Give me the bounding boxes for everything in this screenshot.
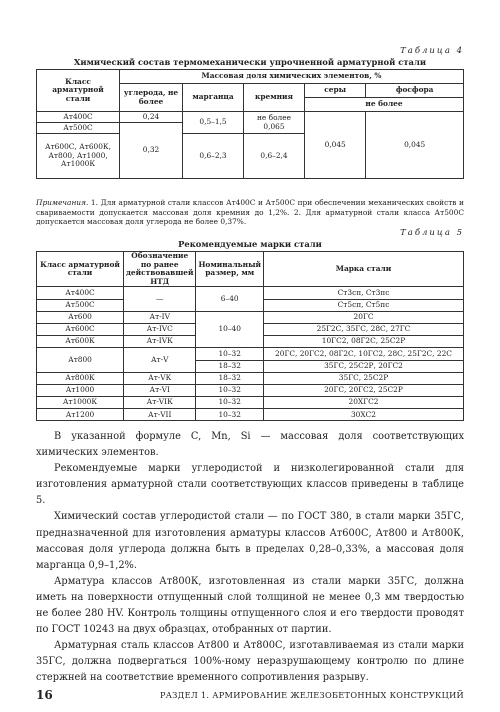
cell-class: Ат600С, Ат600К, Ат800, Ат1000, Ат1000К	[37, 134, 120, 179]
cell-grade: Ст5сп, Ст5пс	[263, 299, 463, 311]
cell-size: 10–32	[196, 409, 264, 421]
table5-label: Таблица 5	[400, 228, 464, 238]
cell-old: Ат-VIК	[124, 397, 196, 409]
cell-manganese: 0,6–2,3	[183, 134, 244, 179]
cell-size: 18–32	[196, 372, 264, 384]
cell-manganese: 0,5–1,5	[183, 112, 244, 134]
page-number: 16	[36, 688, 53, 702]
paragraph: Рекомендуемые марки углеродистой и низколегированной стали для изготовления арматурной стали соответствующих классов приведены в таблице 5.	[36, 463, 464, 507]
header-nominal-size: Номинальный размер, мм	[196, 252, 264, 287]
cell-size: 10–32	[196, 384, 264, 396]
paragraph: Арматура классов Ат800К, изготовленная из стали марки 35ГС, должна иметь на поверхности отпущенный слой толщиной не менее 0,3 мм твердостью не более 280 HV. Контроль толщины отпущенного слоя и его твердости проводят по ГОСТ 10243 на двух образцах, отобранных от партии.	[36, 575, 464, 636]
cell-silicon: не более 0,065	[244, 112, 305, 134]
header-old-designation: Обозначение по ранее действовавшей НТД	[124, 252, 196, 287]
cell-grade: 30ХС2	[263, 409, 463, 421]
cell-old: Ат-IVК	[124, 336, 196, 348]
cell-phosphorus: 0,045	[366, 112, 464, 179]
table-row	[37, 348, 464, 360]
header-carbon: углерода, не более	[120, 84, 183, 112]
table5	[36, 251, 464, 421]
table4-note	[36, 198, 464, 227]
header-sulfur: серы	[305, 84, 366, 98]
cell-old: Ат-VII	[124, 409, 196, 421]
cell-grade: 35ГС, 25С2Р	[263, 372, 463, 384]
cell-class: Ат1000К	[37, 397, 124, 409]
page-footer	[36, 688, 464, 702]
cell-class: Ат800	[37, 348, 124, 372]
cell-old: Ат-IV	[124, 311, 196, 323]
cell-class: Ат500С	[37, 299, 124, 311]
header-class: Класс арматурной стали	[37, 70, 120, 112]
note-text: . 1. Для арматурной стали классов Ат400С и Ат500С при обеспечении механических свойств и свариваемости допускается массовая доля кремния до 1,2%. 2. Для арматурной стали класса Ат500С допускается массовая доля углерода не более 0,37%.	[36, 198, 464, 226]
cell-class: Ат400С	[37, 287, 124, 299]
cell-grade: 10ГС2, 08Г2С, 25С2Р	[263, 336, 463, 348]
table5-title: Рекомендуемые марки стали	[178, 239, 322, 249]
header-phosphorus: фосфора	[366, 84, 464, 98]
body-text	[36, 429, 464, 687]
cell-class: Ат800К	[37, 372, 124, 384]
cell-class: Ат400С	[37, 112, 120, 123]
table-row	[37, 409, 464, 421]
cell-grade: 25Г2С, 35ГС, 28С, 27ГС	[263, 323, 463, 335]
header-manganese: марганца	[183, 84, 244, 112]
cell-class: Ат1000	[37, 384, 124, 396]
table-row	[37, 372, 464, 384]
cell-old: Ат-VК	[124, 372, 196, 384]
cell-size: 10–32	[196, 348, 264, 360]
paragraph: Химический состав углеродистой стали — по ГОСТ 380, в стали марки 35ГС, предназначенной для изготовления арматуры классов Ат600С, Ат800 и Ат800К, массовая доля углерода должна быть в пределах 0,28–0,33%, а массовая доля марганца 0,9–1,2%.	[36, 511, 464, 571]
cell-class: Ат600С	[37, 323, 124, 335]
cell-old: Ат-V	[124, 348, 196, 372]
table4	[36, 69, 464, 179]
cell-grade: 20ХГС2	[263, 397, 463, 409]
cell-grade: 35ГС, 25С2Р, 20ГС2	[263, 360, 463, 372]
table-row	[37, 287, 464, 299]
table4-title: Химический состав термомеханически упрочненной арматурной стали	[73, 57, 427, 67]
cell-class: Ат1200	[37, 409, 124, 421]
cell-grade: Ст3сп, Ст3пс	[263, 287, 463, 299]
header-no-more-than: не более	[305, 98, 464, 112]
paragraph: В указанной формуле C, Mn, Si — массовая доля соответствующих химических элементов.	[36, 431, 464, 459]
cell-size: 18–32	[196, 360, 264, 372]
cell-carbon: 0,32	[120, 123, 183, 179]
cell-class: Ат600К	[37, 336, 124, 348]
table4-label: Таблица 4	[400, 46, 464, 56]
cell-old: —	[124, 287, 196, 311]
cell-sulfur: 0,045	[305, 112, 366, 179]
note-label: Примечания	[36, 198, 86, 207]
cell-size: 10–32	[196, 397, 264, 409]
header-mass-fraction: Массовая доля химических элементов, %	[120, 70, 464, 84]
cell-silicon: 0,6–2,4	[244, 134, 305, 179]
header-steel-grade: Марка стали	[263, 252, 463, 287]
cell-old: Ат-IVС	[124, 323, 196, 335]
header-silicon: кремния	[244, 84, 305, 112]
cell-class: Ат600	[37, 311, 124, 323]
table-row	[37, 112, 464, 123]
table-row	[37, 311, 464, 323]
header-class: Класс арматурной стали	[37, 252, 124, 287]
running-footer: РАЗДЕЛ 1. АРМИРОВАНИЕ ЖЕЛЕЗОБЕТОННЫХ КОНСТРУКЦИЙ	[159, 690, 464, 700]
cell-grade: 20ГС, 20ГС2, 08Г2С, 10ГС2, 28С, 25Г2С, 22С	[263, 348, 463, 360]
cell-old: Ат-VI	[124, 384, 196, 396]
cell-grade: 20ГС, 20ГС2, 25С2Р	[263, 384, 463, 396]
table-row	[37, 384, 464, 396]
cell-carbon: 0,24	[120, 112, 183, 123]
cell-grade: 20ГС	[263, 311, 463, 323]
paragraph: Арматурная сталь классов Ат800 и Ат800С, изготавливаемая из стали марки 35ГС, должна подвергаться 100%-ному неразрушающему контролю по длине стержней на соответствие временного сопротивления разрыву.	[36, 640, 464, 684]
cell-class: Ат500С	[37, 123, 120, 134]
table-row	[37, 397, 464, 409]
cell-size: 10–40	[196, 311, 264, 348]
cell-size: 6–40	[196, 287, 264, 311]
